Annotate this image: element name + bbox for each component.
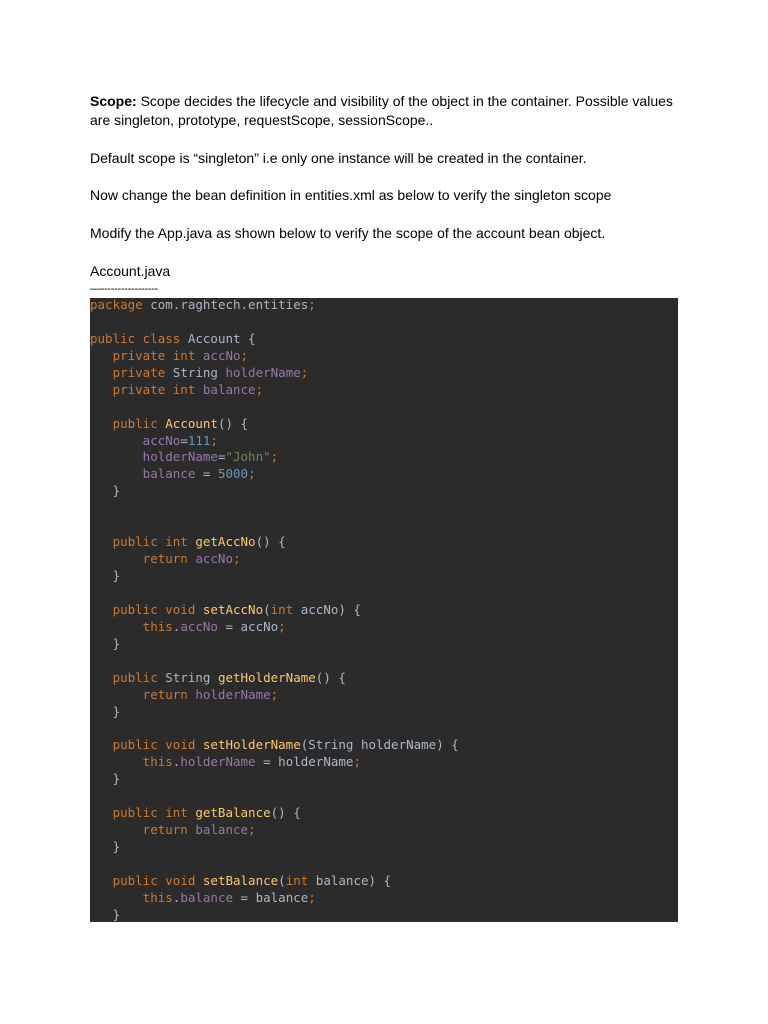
code-token: ; [300, 364, 309, 380]
code-line [90, 771, 459, 788]
code-line [90, 365, 459, 382]
code-token: this [90, 618, 173, 634]
code-line [90, 907, 459, 922]
code-token: } [90, 568, 121, 583]
code-line [90, 754, 459, 771]
code-token: ; [248, 822, 256, 838]
code-line [90, 602, 459, 619]
code-token: ; [248, 466, 256, 482]
filename-heading: Account.java [90, 263, 171, 279]
code-token: balance) { [315, 872, 392, 888]
code-line [90, 382, 459, 399]
code-line [90, 551, 459, 568]
code-line [90, 788, 459, 805]
code-token: this [90, 754, 173, 770]
default-scope-paragraph: Default scope is “singleton” i.e only one instance will be created in the container. [90, 150, 587, 166]
code-token: () { [270, 805, 301, 821]
code-token: balance [202, 381, 256, 397]
code-token: ( [278, 872, 286, 888]
code-token: public [90, 415, 166, 431]
code-token: Account [165, 415, 218, 431]
code-token: . [172, 618, 181, 634]
bean-definition-paragraph: Now change the bean definition in entities.xml as below to verify the singleton scope [90, 187, 612, 203]
code-line [90, 822, 459, 839]
code-token: } [90, 703, 121, 719]
code-line [90, 314, 459, 331]
code-token: ; [308, 889, 316, 905]
code-token: = holderName [263, 754, 354, 770]
code-token: private int [90, 347, 203, 363]
code-token: ; [233, 551, 241, 567]
code-token: 111 [187, 432, 211, 448]
code-line [90, 500, 459, 517]
code-line [90, 416, 459, 433]
code-token: = [180, 432, 188, 448]
code-token: 5000 [217, 466, 249, 482]
code-line [90, 619, 459, 636]
code-line [90, 636, 459, 653]
code-line [90, 483, 459, 500]
code-token: = [202, 466, 218, 482]
code-line [90, 466, 459, 483]
code-token: public int [90, 534, 196, 550]
code-token: holderName [180, 754, 264, 770]
code-token: public void [90, 737, 203, 753]
code-token: setAccNo [202, 601, 264, 617]
code-token: "John" [225, 449, 271, 465]
code-token: () { [315, 669, 346, 685]
code-token: = accNo [225, 618, 279, 634]
code-token: ( [263, 601, 271, 617]
code-token: ; [308, 298, 316, 312]
code-listing [90, 298, 459, 922]
code-line [90, 331, 459, 348]
scope-paragraph [90, 92, 680, 130]
code-token: balance [180, 889, 241, 905]
code-line [90, 585, 459, 602]
code-line [90, 839, 459, 856]
code-token: public void [90, 872, 203, 888]
code-token: ; [240, 347, 249, 363]
code-token: public class [90, 330, 181, 346]
code-token: . [172, 889, 181, 905]
code-token: public int [90, 805, 196, 821]
code-token: () { [217, 415, 249, 431]
code-token: holderName [195, 686, 271, 702]
code-line [90, 873, 459, 890]
scope-label: Scope: [90, 93, 137, 109]
code-line [90, 890, 459, 907]
code-token: accNo [90, 432, 181, 448]
code-token: public [90, 669, 166, 685]
code-token: . [172, 754, 181, 770]
code-line [90, 517, 459, 534]
code-token: Account { [180, 330, 256, 346]
code-line [90, 737, 459, 754]
code-line [90, 298, 459, 314]
dash-divider: —----------------- [90, 283, 158, 295]
code-token: return [90, 686, 196, 702]
code-line [90, 687, 459, 704]
code-token: ; [353, 754, 361, 770]
code-token: } [90, 483, 121, 499]
code-token: ; [210, 432, 218, 448]
code-token: com.raghtech.entities [142, 298, 309, 312]
code-line [90, 433, 459, 450]
code-token: } [90, 839, 121, 854]
code-line [90, 653, 459, 670]
code-line [90, 534, 459, 551]
scope-description: Scope decides the lifecycle and visibility of the object in the container. Possible values are singleton, prototype, requestScope, sessionScope.. [90, 93, 673, 128]
code-line [90, 449, 459, 466]
code-line [90, 704, 459, 721]
code-line [90, 568, 459, 585]
code-token: public void [90, 601, 203, 617]
code-token: } [90, 771, 121, 787]
code-token: accNo [195, 551, 233, 567]
code-token: int [285, 872, 316, 888]
code-token: String [165, 669, 218, 685]
code-token: return [90, 822, 196, 838]
code-block [90, 298, 678, 922]
code-token: (String holderName) { [300, 737, 459, 753]
code-token: holderName [90, 449, 218, 465]
code-line [90, 670, 459, 687]
code-line [90, 720, 459, 737]
code-token: this [90, 889, 173, 905]
code-token: balance [195, 822, 249, 838]
code-token: accNo) { [300, 601, 361, 617]
code-token: () { [255, 534, 286, 550]
code-token: package [90, 298, 143, 312]
code-token: getHolderName [217, 669, 316, 685]
code-token: ; [278, 618, 286, 634]
code-token: accNo [202, 347, 241, 363]
code-line [90, 856, 459, 873]
code-token: accNo [180, 618, 226, 634]
code-token: = [217, 449, 226, 465]
code-token: private int [90, 381, 203, 397]
code-token: private [90, 364, 173, 380]
code-line [90, 348, 459, 365]
code-token: ; [270, 449, 279, 465]
code-token: int [270, 601, 301, 617]
code-token: getBalance [195, 805, 271, 821]
code-token: ; [270, 686, 279, 702]
code-token: String [172, 364, 226, 380]
code-line [90, 399, 459, 416]
code-token: balance [90, 466, 203, 482]
code-token: ; [255, 381, 264, 397]
modify-app-paragraph: Modify the App.java as shown below to verify the scope of the account bean object. [90, 225, 606, 241]
code-token: return [90, 551, 196, 567]
code-token: } [90, 906, 121, 922]
code-token: } [90, 635, 121, 651]
code-token: = balance [240, 889, 309, 905]
code-token: getAccNo [195, 534, 256, 550]
code-token: setHolderName [202, 737, 301, 753]
code-token: holderName [225, 364, 301, 380]
code-line [90, 805, 459, 822]
code-token: setBalance [202, 872, 279, 888]
